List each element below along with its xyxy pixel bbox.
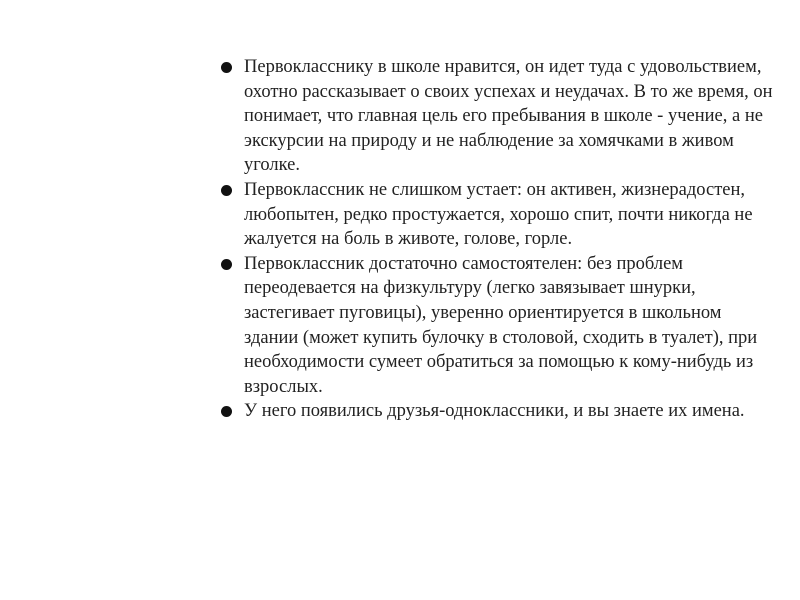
bullet-text: Первоклассник не слишком устает: он активен, жизнерадостен, любопытен, редко простужается, хорошо спит, почти никогда не жалуется на боль в животе, голове, горле. (244, 179, 753, 250)
bullet-dot-icon (221, 259, 232, 270)
bullet-item (218, 55, 778, 178)
bullet-text: Первокласснику в школе нравится, он идет туда с удовольствием, охотно рассказывает о своих успехах и неудачах. В то же время, он понимает, что главная цель его пребывания в школе - учение, а не экскурсии на природу и не наблюдение за хомячками в живом уголке. (244, 57, 773, 176)
bullet-list (218, 55, 778, 424)
bullet-dot-icon (221, 62, 232, 73)
bullet-text: У него появились друзья-одноклассники, и вы знаете их имена. (244, 401, 745, 422)
bullet-item (218, 399, 778, 424)
bullet-item (218, 252, 778, 400)
bullet-item (218, 178, 778, 252)
bullet-text: Первоклассник достаточно самостоятелен: без проблем переодевается на физкультуру (легко завязывает шнурки, застегивает пуговицы), уверенно ориентируется в школьном здании (может купить булочку в столовой, сходить в туалет), при необходимости сумеет обратиться за помощью к кому-нибудь из взрослых. (244, 253, 758, 397)
bullet-dot-icon (221, 406, 232, 417)
bullet-dot-icon (221, 185, 232, 196)
